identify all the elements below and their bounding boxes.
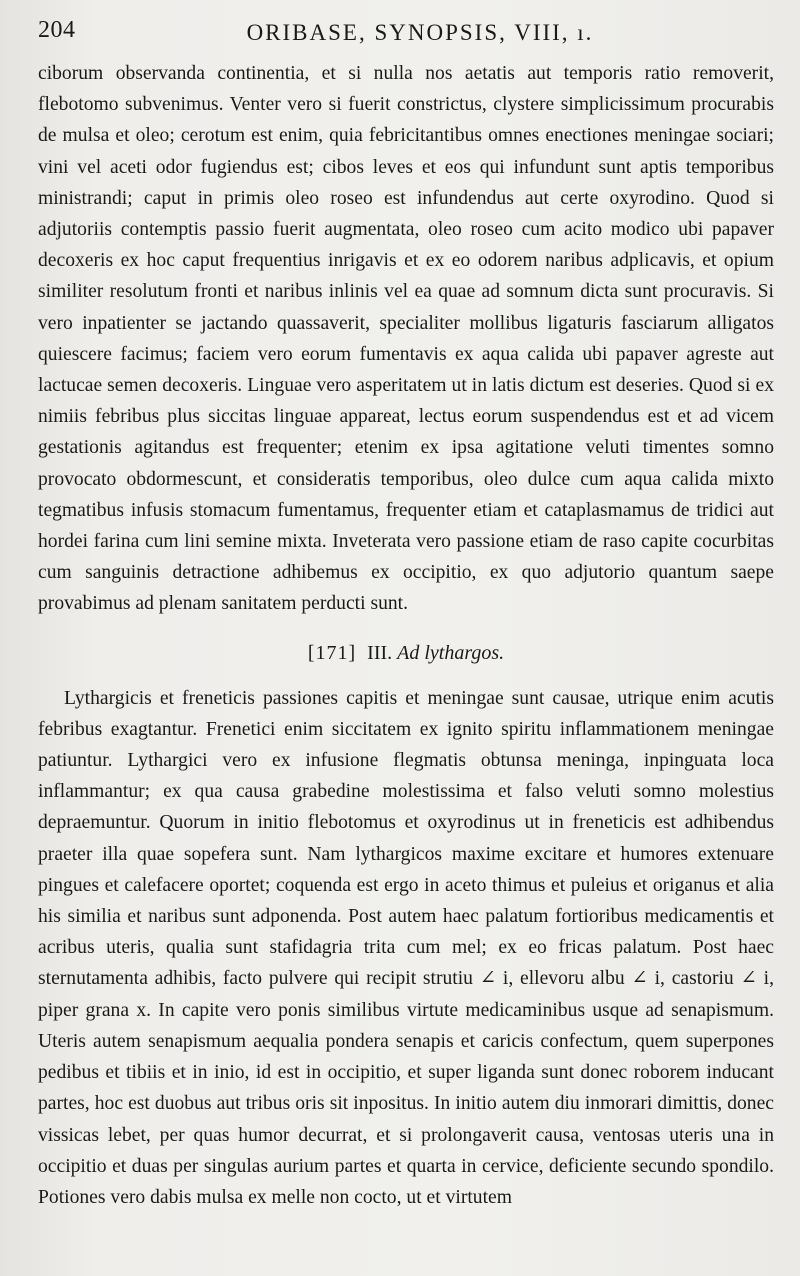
section-paragraph: Lythargicis et freneticis passiones capitis et meningae sunt causae, utrique enim acutis febribus exagtantur. Frenetici enim siccitatem ex ignito spiritu inflammationem meningae patiuntur. Lythargici vero ex infusione flegmatis obtunsa meninga, inpinguata loca inflammantur; ex qua causa grabedine molestissima et falso veluti somno molestius depraemuntur. Quorum in initio flebotomus et oxyrodinus ut in freneticis est adhibendus praeter illa quae sopefera sunt. Nam lythargicos maxime excitare et humores extenuare pingues et calefacere oportet; coquenda est ergo in aceto thimus et puleius et origanus et alia his similia et naribus sunt adponenda. Post autem haec palatum fortioribus medicamentis et acribus uteris, qualia sunt stafidagria trita cum mel; ex eo fricas palatum. Post haec sternutamenta adhibis, facto pulvere qui recipit strutiu ∠ i, ellevoru albu ∠ i, castoriu ∠ i, piper grana x. In capite vero ponis similibus virtute medicaminibus usque ad senapismum. Uteris autem senapismum aequalia pondera senapis et caricis confectum, quem superpones pedibus et tibiis et in inio, id est in occipitio, et super liganda sunt donec roborem inducant partes, hoc est duobus aut tribus oris sit inpositus. In initio autem diu inmorari dimittis, donec vissicas lebet, per quas humor decurrat, et si prolongaverit causa, ventosas uteris una in occipitio et duas per singulas aurium partes et quarta in cervice, deficiente secundo spondilo. Potiones vero dabis mulsa ex melle non cocto, ut et virtutem <box>38 687 774 1208</box>
section-numeral: III. <box>367 641 393 664</box>
continuation-paragraph: ciborum observanda continentia, et si nulla nos aetatis aut temporis ratio removerit, flebotomo subvenimus. Venter vero si fuerit constrictus, clystere simplicissimum procurabis de mulsa et oleo; cerotum est enim, quia febricitantibus omnes enectiones meningae sociari; vini vel aceti odor fugiendus est; cibos leves et eos qui infundunt sunt aptis temporibus ministrandi; caput in primis oleo roseo est infundendus aut certe oxyrodino. Quod si adjutoriis contemptis passio fuerit augmentata, oleo roseo cum acito modico ubi papaver decoxeris ex hoc caput frequentius inrigavis et ex eo odorem naribus adplicavis, et opium similiter resolutum fronti et naribus inlinis vel ea quae ad somnum dicta sunt procuravis. Si vero inpatienter se jactando quassaverit, specialiter mollibus ligaturis fasciarum alligatos quiescere facimus; faciem vero eorum fumentavis ex aqua calida ubi papaver agreste aut lactucae semen decoxeris. Linguae vero asperitatem ut in latis dictum est deseries. Quod si ex nimiis febribus plus siccitas linguae appareat, lectus eorum suspendendus est et ad vicem gestationis agitandus est frequenter; etenim ex ipsa agitatione veluti timentes somno provocato obdormescunt, et consideratis temporibus, oleo dulce cum aqua calida mixto tegmatibus infusis stomacum fumentamus, frequenter etiam et cataplasmamus de tridici aut hordei farina cum lini semine mixta. Inveterata vero passione etiam de raso capite cocurbitas cum sanguinis detractione adhibemus ex occipitio, ex quo adjutorio quantum saepe provabimus ad plenam sanitatem perducti sunt. <box>38 63 774 615</box>
section-heading <box>38 638 774 669</box>
running-title: ORIBASE, SYNOPSIS, VIII, ı. <box>246 20 594 45</box>
page-number: 204 <box>38 17 76 43</box>
section-marker: [171] <box>307 641 357 664</box>
running-head <box>38 10 774 46</box>
section-title: Ad lythargos. <box>397 641 505 664</box>
body-text <box>38 58 774 1213</box>
